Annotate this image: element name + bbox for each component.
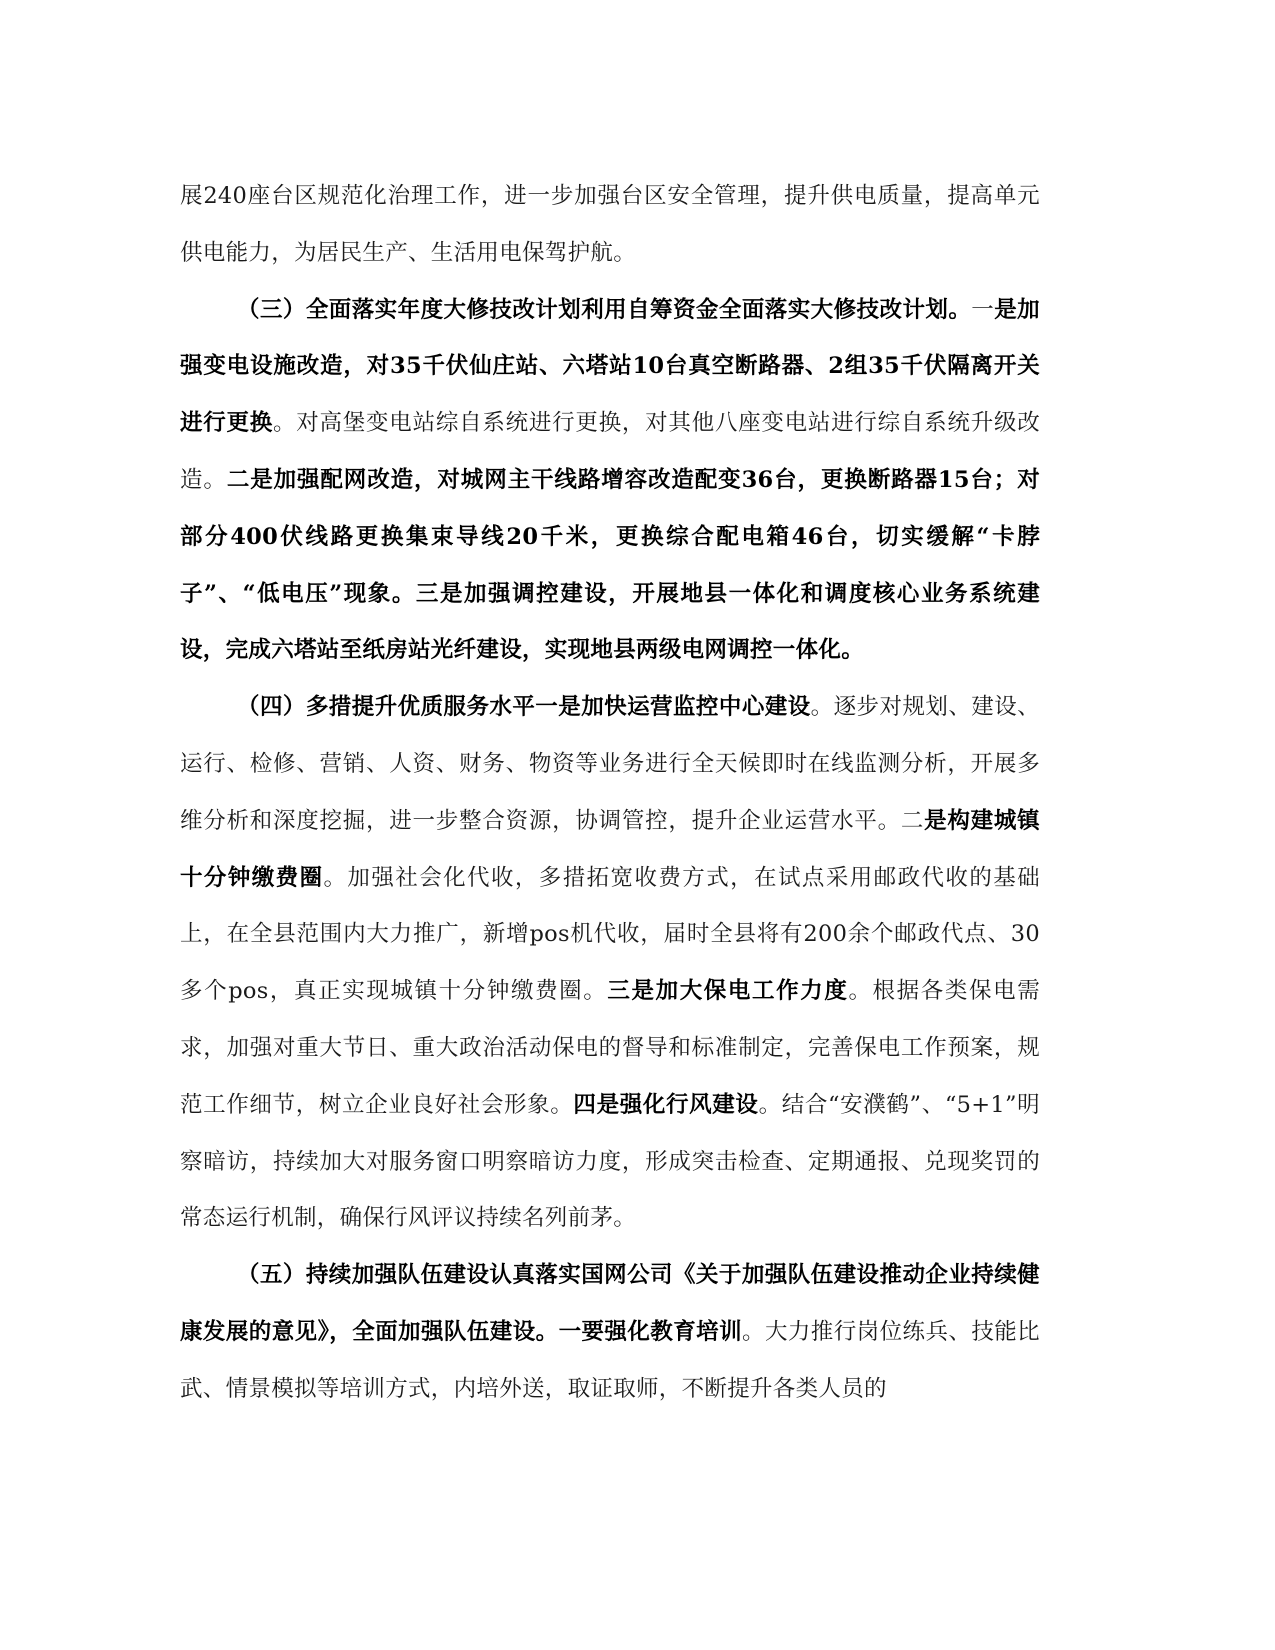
text-run: 。逐步对规划、建设、运行、检修、营销、人资、财务、物资等业务进行全天候即时在线监测分析，开展多维分析和深度挖掘，进一步整合资源，协调管控，提升企业运营水平。二: [180, 694, 1040, 834]
paragraph-4-section-five: [180, 1247, 1040, 1417]
text-run: 。大力推行岗位练兵、技能比武、情景模拟等培训方式，内培外送，取证取师，不断提升各类人员的: [180, 1318, 1040, 1402]
bold-text-run: 三是加大保电工作力度: [607, 978, 849, 1005]
paragraph-1: [180, 168, 1040, 282]
bold-text-run: 二是加强配网改造，对城网主干线路增容改造配变36台，更换断路器15台；对部分400伏线路更换集束导线20千米，更换综合配电箱46台，切实缓解“卡脖子”、“低电压”现象。三是加强调控建设，开展地县一体化和调度核心业务系统建设，完成六塔站至纸房站光纤建设，实现地县两级电网调控一体化。: [180, 466, 1040, 664]
text-run: 一: [971, 296, 995, 323]
text-run: 。根据各类保电需求，加强对重大节日、重大政治活动保电的督导和标准制定，完善保电工作预案，规范工作细节，树立企业良好社会形象。: [180, 978, 1040, 1118]
section-heading: （四）多措提升优质服务水平一是加快运营监控中心建设: [237, 694, 811, 721]
bold-text-run: 四是强化行风建设: [573, 1091, 759, 1118]
text-run: 展240座台区规范化治理工作，进一步加强台区安全管理，提升供电质量，提高单元供电能力，为居民生产、生活用电保驾护航。: [180, 183, 1040, 266]
text-run: 。结合“安濮鹤”、“5+1”明察暗访，持续加大对服务窗口明察暗访力度，形成突击检查、定期通报、兑现奖罚的常态运行机制，确保行风评议持续名列前茅。: [180, 1091, 1040, 1232]
paragraph-2-section-three: [180, 282, 1040, 680]
text-run: 。对高堡变电站综自系统进行更换，对其他八座变电站进行综自系统升级改造。: [180, 410, 1041, 493]
bold-text-run: 是加强变电设施改造，对35千伏仙庄站、六塔站10台真空断路器、2组35千伏隔离开关进行更换: [180, 296, 1040, 437]
text-run: 。加强社会化代收，多措拓宽收费方式，在试点采用邮政代收的基础上，在全县范围内大力推广，新增pos机代收，届时全县将有200余个邮政代点、30多个pos，真正实现城镇十分钟缴费圈。: [180, 864, 1040, 1005]
bold-text-run: 是构建城镇十分钟缴费圈: [180, 807, 1040, 891]
document-page: [180, 168, 1040, 1418]
section-heading: （五）持续加强队伍建设认真落实国网公司《关于加强队伍建设推动企业持续健康发展的意见》，全面加强队伍建设。一要强化教育培训: [180, 1262, 1040, 1345]
paragraph-3-section-four: [180, 679, 1040, 1247]
section-heading: （三）全面落实年度大修技改计划利用自筹资金全面落实大修技改计划。: [237, 296, 972, 323]
